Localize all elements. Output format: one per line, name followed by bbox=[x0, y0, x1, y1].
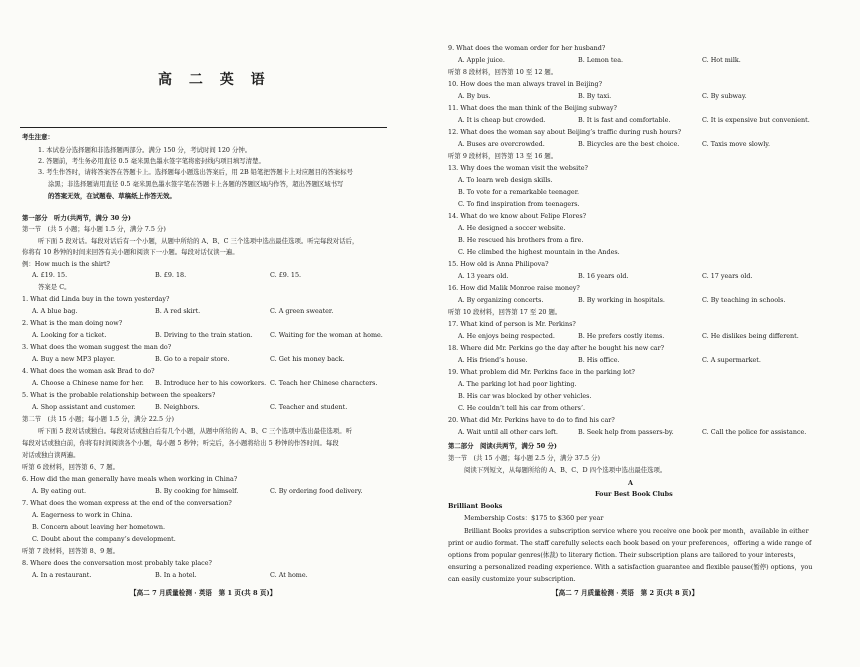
option-c: C. By teaching in schools. bbox=[702, 296, 786, 304]
title-rule bbox=[20, 127, 387, 128]
option-b: B. A red skirt. bbox=[155, 307, 201, 315]
option-c: C. To find inspiration from teenagers. bbox=[458, 200, 580, 208]
question: 17. What kind of person is Mr. Perkins? bbox=[448, 320, 576, 328]
notice-line: 3. 考生作答时，请将答案答在答题卡上。选择题每小题选出答案后，用 2B 铅笔把答题卡上对应题目的答案标号 bbox=[38, 168, 353, 176]
option-c: C. Teach her Chinese characters. bbox=[270, 379, 378, 387]
option-b: B. Driving to the train station. bbox=[155, 331, 253, 339]
material-note: 听第 9 段材料，回答第 13 至 16 题。 bbox=[448, 152, 558, 160]
option-b: B. £9. 18. bbox=[155, 271, 187, 279]
question: 3. What does the woman suggest the man do? bbox=[22, 343, 172, 351]
body-line: options from popular genres(体裁) to literary fiction. Their subscription plans are tailored to your interests， bbox=[448, 551, 800, 559]
question: 6. How did the man generally have meals when working in China? bbox=[22, 475, 238, 483]
option-a: A. The parking lot had poor lighting. bbox=[458, 380, 577, 388]
passage-title: Four Best Book Clubs bbox=[595, 490, 673, 498]
option-c: C. Call the police for assistance. bbox=[702, 428, 807, 436]
option-a: A. 13 years old. bbox=[458, 272, 509, 280]
option-b: B. Concern about leaving her hometown. bbox=[32, 523, 165, 531]
material-note: 听第 6 段材料，回答第 6、7 题。 bbox=[22, 463, 120, 471]
page-title: 高 二 英 语 bbox=[158, 72, 271, 88]
option-b: B. By cooking for himself. bbox=[155, 487, 239, 495]
option-c: C. A supermarket. bbox=[702, 356, 761, 364]
option-b: B. He rescued his brothers from a fire. bbox=[458, 236, 584, 244]
option-b: B. To vote for a remarkable teenager. bbox=[458, 188, 580, 196]
option-c: C. He climbed the highest mountain in the Andes. bbox=[458, 248, 620, 256]
option-a: A. To learn web design skills. bbox=[458, 176, 553, 184]
question: 14. What do we know about Felipe Flores? bbox=[448, 212, 587, 220]
option-c: C. Doubt about the company’s development. bbox=[32, 535, 176, 543]
option-b: B. Lemon tea. bbox=[578, 56, 624, 64]
option-a: A. By eating out. bbox=[32, 487, 87, 495]
option-a: A. Apple juice. bbox=[458, 56, 505, 64]
option-a: A. Looking for a ticket. bbox=[32, 331, 107, 339]
instruction-line: 听下面 5 段对话或独白。每段对话或独白后有几个小题，从题中所给的 A、B、C 三个选项中选出最佳选项。听 bbox=[38, 427, 352, 435]
instruction-line: 听下面 5 段对话。每段对话后有一个小题，从题中所给的 A、B、C 三个选项中选出最佳选项。听完每段对话后， bbox=[38, 237, 359, 245]
question: 19. What problem did Mr. Perkins face in the parking lot? bbox=[448, 368, 635, 376]
question: 4. What does the woman ask Brad to do? bbox=[22, 367, 155, 375]
option-c: C. It is expensive but convenient. bbox=[702, 116, 810, 124]
section1-heading: 第一节 (共 5 小题；每小题 1.5 分，满分 7.5 分) bbox=[22, 225, 166, 233]
option-c: C. Waiting for the woman at home. bbox=[270, 331, 383, 339]
option-c: C. 17 years old. bbox=[702, 272, 753, 280]
question: 12. What does the woman say about Beijing’s traffic during rush hours? bbox=[448, 128, 682, 136]
instruction-line: 阅读下列短文，从每题所给的 A、B、C、D 四个选项中选出最佳选项。 bbox=[464, 466, 667, 474]
option-b: B. By working in hospitals. bbox=[578, 296, 665, 304]
option-a: A. Wait until all other cars left. bbox=[458, 428, 558, 436]
instruction-line: 对话或独白读两遍。 bbox=[22, 451, 80, 459]
option-c: C. Teacher and student. bbox=[270, 403, 348, 411]
question: 15. How old is Anna Philipova? bbox=[448, 260, 549, 268]
notice-line: 的答案无效，在试题卷、草稿纸上作答无效。 bbox=[48, 192, 176, 200]
option-c: C. Hot milk. bbox=[702, 56, 741, 64]
question: 13. Why does the woman visit the website? bbox=[448, 164, 588, 172]
option-a: A. Buses are overcrowded. bbox=[458, 140, 545, 148]
option-a: A. In a restaurant. bbox=[32, 571, 92, 579]
option-b: B. Bicycles are the best choice. bbox=[578, 140, 680, 148]
question: 20. What did Mr. Perkins have to do to find his car? bbox=[448, 416, 615, 424]
option-a: A. It is cheap but crowded. bbox=[458, 116, 546, 124]
question: 2. What is the man doing now? bbox=[22, 319, 123, 327]
body-line: Brilliant Books provides a subscription service where you receive one book per month，available in either bbox=[464, 527, 809, 535]
option-c: C. Taxis move slowly. bbox=[702, 140, 771, 148]
option-c: C. A green sweater. bbox=[270, 307, 334, 315]
option-b: B. By taxi. bbox=[578, 92, 612, 100]
question: 1. What did Linda buy in the town yesterday? bbox=[22, 295, 170, 303]
option-b: B. He prefers costly items. bbox=[578, 332, 665, 340]
material-note: 听第 8 段材料，回答第 10 至 12 题。 bbox=[448, 68, 558, 76]
body-line: print or audio format. The staff carefully selects each book based on your preferences，offering a wide range of bbox=[448, 539, 812, 547]
body-line: ensuring a personalized reading experience. With a satisfaction guarantee and flexible pause(暂停) options，you bbox=[448, 563, 813, 571]
passage-label: A bbox=[628, 479, 633, 487]
question: 8. Where does the conversation most probably take place? bbox=[22, 559, 212, 567]
option-a: A. Eagerness to work in China. bbox=[32, 511, 133, 519]
option-c: C. By subway. bbox=[702, 92, 747, 100]
page-footer: 【高二 7 月质量检测 · 英语 第 1 页(共 8 页)】 bbox=[130, 589, 277, 597]
option-a: A. £19. 15. bbox=[32, 271, 68, 279]
question: 5. What is the probable relationship between the speakers? bbox=[22, 391, 216, 399]
option-a: A. Buy a new MP3 player. bbox=[32, 355, 116, 363]
notice-line: 涂黑；非选择题请用直径 0.5 毫米黑色墨水签字笔在答题卡上各题的答题区域内作答，超出答题区域书写 bbox=[48, 180, 344, 188]
notice-line: 2. 答题前，考生务必用直径 0.5 毫米黑色墨水签字笔将密封线内项目填写清楚。 bbox=[38, 157, 265, 165]
option-c: C. By ordering food delivery. bbox=[270, 487, 363, 495]
question: 16. How did Malik Monroe raise money? bbox=[448, 284, 580, 292]
question: 11. What does the man think of the Beijing subway? bbox=[448, 104, 617, 112]
page-2 bbox=[430, 0, 860, 667]
material-note: 听第 7 段材料，回答第 8、9 题。 bbox=[22, 547, 120, 555]
option-b: B. It is fast and comfortable. bbox=[578, 116, 671, 124]
page-footer: 【高二 7 月质量检测 · 英语 第 2 页(共 8 页)】 bbox=[552, 589, 699, 597]
question: 18. Where did Mr. Perkins go the day after he bought his new car? bbox=[448, 344, 665, 352]
option-b: B. Introduce her to his coworkers. bbox=[155, 379, 267, 387]
option-b: B. Neighbors. bbox=[155, 403, 200, 411]
question: 7. What does the woman express at the end of the conversation? bbox=[22, 499, 232, 507]
part2-heading: 第二部分 阅读(共两节，满分 50 分) bbox=[448, 442, 557, 450]
option-a: A. By bus. bbox=[458, 92, 491, 100]
option-a: A. By organizing concerts. bbox=[458, 296, 544, 304]
option-a: A. His friend’s house. bbox=[458, 356, 528, 364]
example-answer: 答案是 C。 bbox=[38, 283, 71, 291]
notice-heading: 考生注意： bbox=[22, 133, 54, 141]
option-c: C. Get his money back. bbox=[270, 355, 345, 363]
question: 9. What does the woman order for her husband? bbox=[448, 44, 606, 52]
example-question: 例：How much is the shirt? bbox=[22, 260, 110, 268]
instruction-line: 每段对话或独白前，你将有时间阅读各个小题，每小题 5 秒钟；听完后，各小题将给出 5 秒钟的作答时间。每段 bbox=[22, 439, 339, 447]
option-a: A. Shop assistant and customer. bbox=[32, 403, 136, 411]
option-a: A. Choose a Chinese name for her. bbox=[32, 379, 144, 387]
club-name: Brilliant Books bbox=[448, 502, 503, 510]
membership-costs: Membership Costs：$175 to $360 per year bbox=[464, 514, 604, 522]
part1-heading: 第一部分 听力(共两节，满分 30 分) bbox=[22, 214, 131, 222]
option-c: C. He couldn’t tell his car from others’. bbox=[458, 404, 586, 412]
option-c: C. At home. bbox=[270, 571, 308, 579]
option-b: B. His office. bbox=[578, 356, 620, 364]
notice-line: 1. 本试卷分选择题和非选择题两部分。满分 150 分，考试时间 120 分钟。 bbox=[38, 146, 252, 154]
option-a: A. He enjoys being respected. bbox=[458, 332, 555, 340]
instruction-line: 你将有 10 秒钟的时间来回答有关小题和阅读下一小题。每段对话仅读一遍。 bbox=[22, 248, 239, 256]
option-b: B. His car was blocked by other vehicles. bbox=[458, 392, 592, 400]
section2-heading: 第二节 (共 15 小题；每小题 1.5 分，满分 22.5 分) bbox=[22, 415, 174, 423]
option-b: B. Go to a repair store. bbox=[155, 355, 230, 363]
option-a: A. He designed a soccer website. bbox=[458, 224, 566, 232]
section1-heading: 第一节 (共 15 小题；每小题 2.5 分，满分 37.5 分) bbox=[448, 454, 600, 462]
option-c: C. He dislikes being different. bbox=[702, 332, 799, 340]
material-note: 听第 10 段材料，回答第 17 至 20 题。 bbox=[448, 308, 562, 316]
option-b: B. 16 years old. bbox=[578, 272, 629, 280]
option-b: B. Seek help from passers-by. bbox=[578, 428, 674, 436]
question: 10. How does the man always travel in Beijing? bbox=[448, 80, 602, 88]
option-c: C. £9. 15. bbox=[270, 271, 302, 279]
option-a: A. A blue bag. bbox=[32, 307, 78, 315]
option-b: B. In a hotel. bbox=[155, 571, 197, 579]
body-line: can easily customize your subscription. bbox=[448, 575, 576, 583]
